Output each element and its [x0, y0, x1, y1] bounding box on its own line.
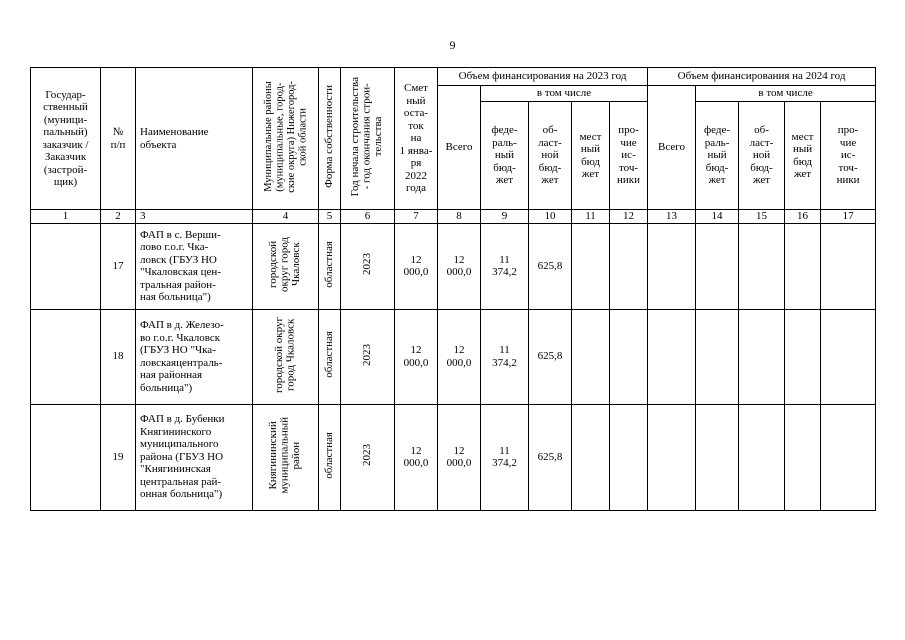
column-number: 9: [481, 210, 529, 224]
cell-customer: [31, 223, 101, 309]
cell-total-2024: [648, 309, 696, 404]
column-number: 14: [696, 210, 739, 224]
cell-estimate: 12 000,0: [395, 404, 438, 510]
cell-object-name: ФАП в д. Железо- во г.о.г. Чкаловск (ГБУЗ НО "Чка- ловскаяцентраль- ная районная больница"): [136, 309, 253, 404]
cell-customer: [31, 309, 101, 404]
table-row: [31, 309, 876, 404]
cell-local-2024: [785, 309, 821, 404]
cell-years: 2023: [341, 404, 395, 510]
cell-federal-2023: 11 374,2: [481, 309, 529, 404]
header-object-name: Наименование объекта: [136, 68, 253, 210]
column-number: 4: [253, 210, 319, 224]
cell-ownership: областная: [319, 223, 341, 309]
header-local-2024: мест ный бюд жет: [785, 102, 821, 210]
column-numbers-row: [31, 210, 876, 224]
financing-table: [30, 67, 876, 511]
cell-district: городской округ город Чкаловск: [253, 309, 319, 404]
cell-total-2024: [648, 404, 696, 510]
header-federal-2023: феде- раль- ный бюд- жет: [481, 102, 529, 210]
column-number: 17: [821, 210, 876, 224]
header-years: Год начала строительства - год окончания строи- тельства: [341, 68, 395, 210]
header-estimate: Смет ный оста- ток на 1 янва- ря 2022 года: [395, 68, 438, 210]
header-num: № п/п: [101, 68, 136, 210]
header-total-2023: Всего: [438, 86, 481, 210]
column-number: 6: [341, 210, 395, 224]
page-number: 9: [449, 38, 456, 52]
cell-other-2023: [610, 309, 648, 404]
cell-total-2024: [648, 223, 696, 309]
column-number: 16: [785, 210, 821, 224]
cell-other-2023: [610, 404, 648, 510]
cell-district: Княгининский муниципальный район: [253, 404, 319, 510]
cell-regional-2023: 625,8: [529, 309, 572, 404]
cell-years: 2023: [341, 223, 395, 309]
header-fin-2023: Объем финансирования на 2023 год: [438, 68, 648, 86]
cell-local-2023: [572, 309, 610, 404]
cell-regional-2023: 625,8: [529, 223, 572, 309]
cell-object-name: ФАП в с. Верши- лово г.о.г. Чка- ловск (ГБУЗ НО "Чкаловская цен- тральная район- ная больница"): [136, 223, 253, 309]
column-number: 10: [529, 210, 572, 224]
column-number: 1: [31, 210, 101, 224]
cell-total-2023: 12 000,0: [438, 223, 481, 309]
cell-other-2024: [821, 404, 876, 510]
cell-federal-2024: [696, 223, 739, 309]
cell-num: 19: [101, 404, 136, 510]
header-other-2024: про- чие ис- точ- ники: [821, 102, 876, 210]
header-customer: Государ- ственный (муници- пальный) заказчик / Заказчик (застрой- щик): [31, 68, 101, 210]
header-fin-2024: Объем финансирования на 2024 год: [648, 68, 876, 86]
header-local-2023: мест ный бюд жет: [572, 102, 610, 210]
cell-total-2023: 12 000,0: [438, 404, 481, 510]
header-other-2023: про- чие ис- точ- ники: [610, 102, 648, 210]
cell-federal-2024: [696, 404, 739, 510]
column-number: 11: [572, 210, 610, 224]
cell-local-2023: [572, 404, 610, 510]
cell-customer: [31, 404, 101, 510]
cell-object-name: ФАП в д. Бубенки Княгининского муниципального района (ГБУЗ НО "Княгининская центральная рай- онная больница"): [136, 404, 253, 510]
table-row: [31, 223, 876, 309]
column-number: 15: [739, 210, 785, 224]
header-regional-2024: об- ласт- ной бюд- жет: [739, 102, 785, 210]
header-districts: Муниципальные районы (муниципальные, город- ские округа) Нижегород- ской области: [253, 68, 319, 210]
header-regional-2023: об- ласт- ной бюд- жет: [529, 102, 572, 210]
cell-local-2023: [572, 223, 610, 309]
column-number: 3: [136, 210, 253, 224]
cell-num: 17: [101, 223, 136, 309]
cell-num: 18: [101, 309, 136, 404]
header-federal-2024: феде- раль- ный бюд- жет: [696, 102, 739, 210]
column-number: 7: [395, 210, 438, 224]
cell-regional-2024: [739, 404, 785, 510]
cell-other-2023: [610, 223, 648, 309]
cell-other-2024: [821, 309, 876, 404]
cell-ownership: областная: [319, 404, 341, 510]
header-including-2024: в том числе: [696, 86, 876, 102]
cell-estimate: 12 000,0: [395, 309, 438, 404]
column-number: 2: [101, 210, 136, 224]
cell-local-2024: [785, 404, 821, 510]
cell-other-2024: [821, 223, 876, 309]
table-row: [31, 404, 876, 510]
header-total-2024: Всего: [648, 86, 696, 210]
header-ownership: Форма собственности: [319, 68, 341, 210]
column-number: 5: [319, 210, 341, 224]
cell-estimate: 12 000,0: [395, 223, 438, 309]
column-number: 12: [610, 210, 648, 224]
cell-federal-2024: [696, 309, 739, 404]
cell-regional-2023: 625,8: [529, 404, 572, 510]
cell-federal-2023: 11 374,2: [481, 404, 529, 510]
cell-total-2023: 12 000,0: [438, 309, 481, 404]
header-including-2023: в том числе: [481, 86, 648, 102]
cell-regional-2024: [739, 309, 785, 404]
cell-years: 2023: [341, 309, 395, 404]
cell-regional-2024: [739, 223, 785, 309]
cell-district: городской округ город Чкаловск: [253, 223, 319, 309]
cell-local-2024: [785, 223, 821, 309]
column-number: 13: [648, 210, 696, 224]
column-number: 8: [438, 210, 481, 224]
cell-ownership: областная: [319, 309, 341, 404]
cell-federal-2023: 11 374,2: [481, 223, 529, 309]
